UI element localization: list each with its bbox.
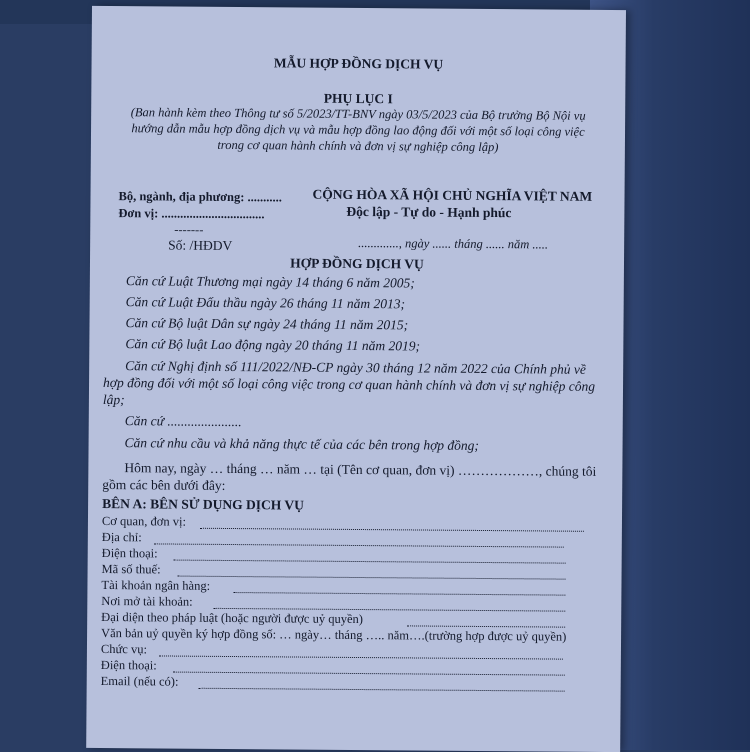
header-dashes: -------: [174, 222, 204, 237]
field-address-line: [154, 543, 564, 547]
field-phone-line: [174, 560, 566, 564]
motto: Độc lập - Tự do - Hạnh phúc: [346, 203, 512, 221]
appendix-title: PHỤ LỤC I: [323, 90, 393, 107]
issuance-line-1: (Ban hành kèm theo Thông tư số 5/2023/TT-BNV ngày 03/5/2023 của Bộ trưởng Bộ Nội vụ: [130, 105, 586, 123]
field-phone-2-line: [173, 672, 565, 676]
field-agency-line: [200, 528, 584, 532]
field-email-line: [199, 688, 565, 692]
republic-title: CỘNG HÒA XÃ HỘI CHỦ NGHĨA VIỆT NAM: [312, 186, 593, 204]
needs-basis: Căn cứ nhu cầu và khả năng thực tế của các bên trong hợp đồng;: [124, 435, 479, 453]
field-bank-account: Tài khoản ngân hàng:: [101, 577, 211, 593]
decree-line-1: Căn cứ Nghị định số 111/2022/NĐ-CP ngày 30 tháng 12 năm 2022 của Chính phủ về: [125, 358, 586, 377]
issuance-line-3: trong cơ quan hành chính và đơn vị sự nghiệp công lập): [217, 137, 499, 155]
ministry-field: Bộ, ngành, địa phương: ...........: [118, 189, 283, 205]
field-position-line: [159, 655, 563, 659]
field-agency: Cơ quan, đơn vị:: [101, 513, 187, 529]
document-number: Số: /HĐDV: [168, 237, 233, 254]
field-phone: Điện thoại:: [101, 545, 158, 561]
legal-basis-2: Căn cứ Luật Đấu thầu ngày 26 tháng 11 năm 2013;: [125, 294, 406, 312]
other-basis: Căn cứ ......................: [124, 413, 242, 430]
field-authorization: Văn bản uỷ quyền ký hợp đồng số: … ngày… tháng ….. năm….(trường hợp được uỷ quyền): [101, 625, 567, 644]
field-email: Email (nếu có):: [100, 673, 179, 689]
field-phone-2: Điện thoại:: [100, 657, 157, 673]
document-title: MẪU HỢP ĐỒNG DỊCH VỤ: [273, 55, 444, 72]
legal-basis-4: Căn cứ Bộ luật Lao động ngày 20 tháng 11 năm 2019;: [125, 336, 421, 354]
party-a-heading: BÊN A: BÊN SỬ DỤNG DỊCH VỤ: [102, 495, 304, 513]
field-tax-code-line: [178, 576, 566, 580]
document-page: [86, 6, 626, 752]
decree-line-3: lập;: [102, 392, 125, 408]
contract-title: HỢP ĐỒNG DỊCH VỤ: [290, 255, 424, 272]
field-position: Chức vụ:: [100, 641, 148, 657]
legal-basis-3: Căn cứ Bộ luật Dân sự ngày 24 tháng 11 năm 2015;: [125, 315, 409, 333]
field-legal-representative: Đại diện theo pháp luật (hoặc người được uỷ quyền): [101, 609, 364, 627]
today-line-1: Hôm nay, ngày … tháng … năm … tại (Tên cơ quan, đơn vị) ………………, chúng tôi: [124, 460, 597, 479]
field-bank-account-line: [233, 592, 565, 596]
issuance-line-2: hướng dẫn mẫu hợp đồng dịch vụ và mẫu hợp đồng lao động đối với một số loại công việc: [131, 121, 585, 139]
decree-line-2: hợp đồng đối với một số loại công việc trong cơ quan hành chính và đơn vị sự nghiệp công: [102, 375, 596, 394]
today-line-2: gồm các bên dưới đây:: [102, 476, 226, 493]
field-bank-branch: Nơi mở tài khoản:: [101, 593, 193, 609]
legal-basis-1: Căn cứ Luật Thương mại ngày 14 tháng 6 năm 2005;: [125, 273, 415, 291]
date-line: ............., ngày ...... tháng ...... năm .....: [358, 236, 549, 252]
unit-field: Đơn vị: .................................: [118, 206, 265, 222]
field-address: Địa chỉ:: [101, 529, 142, 545]
field-tax-code: Mã số thuế:: [101, 561, 161, 577]
field-legal-representative-line: [407, 625, 565, 627]
